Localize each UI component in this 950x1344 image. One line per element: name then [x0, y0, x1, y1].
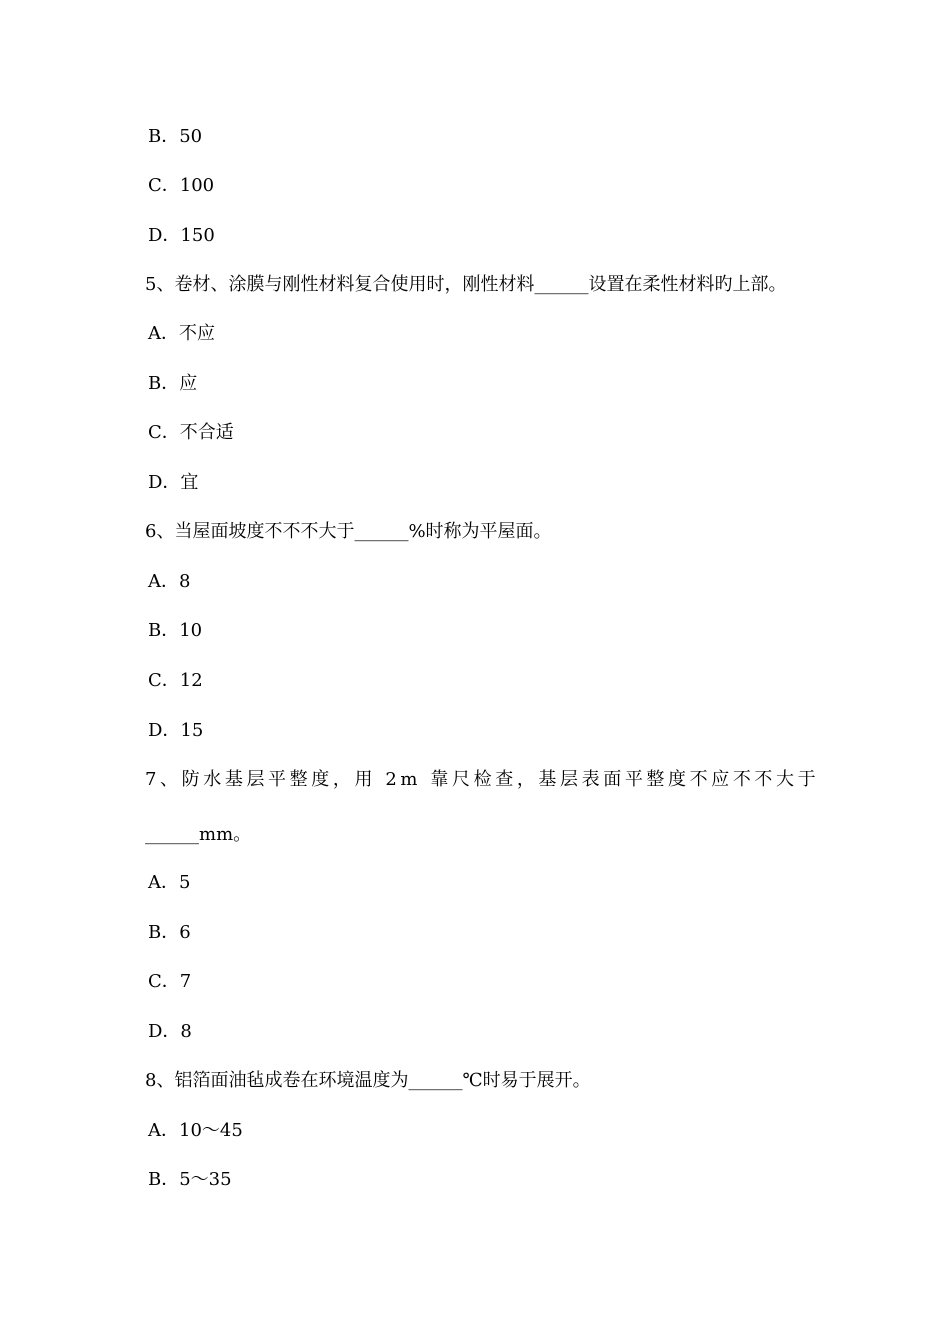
question-6-option-d: D．15	[148, 720, 204, 741]
question-5-option-d: D．宜	[148, 472, 199, 493]
question-5-option-b: B．应	[148, 373, 198, 394]
question-7-option-a: A．5	[148, 872, 191, 893]
question-5: 5、卷材、涂膜与刚性材料复合使用时，刚性材料______设置在柔性材料旳上部。	[145, 274, 787, 295]
question-7-line-2: ______mm。	[145, 824, 252, 845]
question-7-option-c: C．7	[148, 971, 192, 992]
option-c: C．100	[148, 175, 215, 196]
question-7-option-b: B．6	[148, 922, 191, 943]
question-5-option-c: C．不合适	[148, 422, 234, 443]
question-5-option-a: A．不应	[148, 323, 215, 344]
question-8: 8、铝箔面油毡成卷在环境温度为______℃时易于展开。	[145, 1070, 591, 1091]
question-7-line-1: 7、防水基层平整度，用 2m 靠尺检查，基层表面平整度不应不不大于	[145, 769, 820, 790]
question-8-option-b: B．5～35	[148, 1169, 232, 1190]
question-6-option-b: B．10	[148, 620, 203, 641]
question-6-option-c: C．12	[148, 670, 203, 691]
question-7-option-d: D．8	[148, 1021, 192, 1042]
option-d: D．150	[148, 225, 215, 246]
question-8-option-a: A．10～45	[148, 1120, 243, 1141]
question-6: 6、当屋面坡度不不不大于______%时称为平屋面。	[145, 521, 552, 542]
option-b: B．50	[148, 126, 203, 147]
question-6-option-a: A．8	[148, 571, 191, 592]
